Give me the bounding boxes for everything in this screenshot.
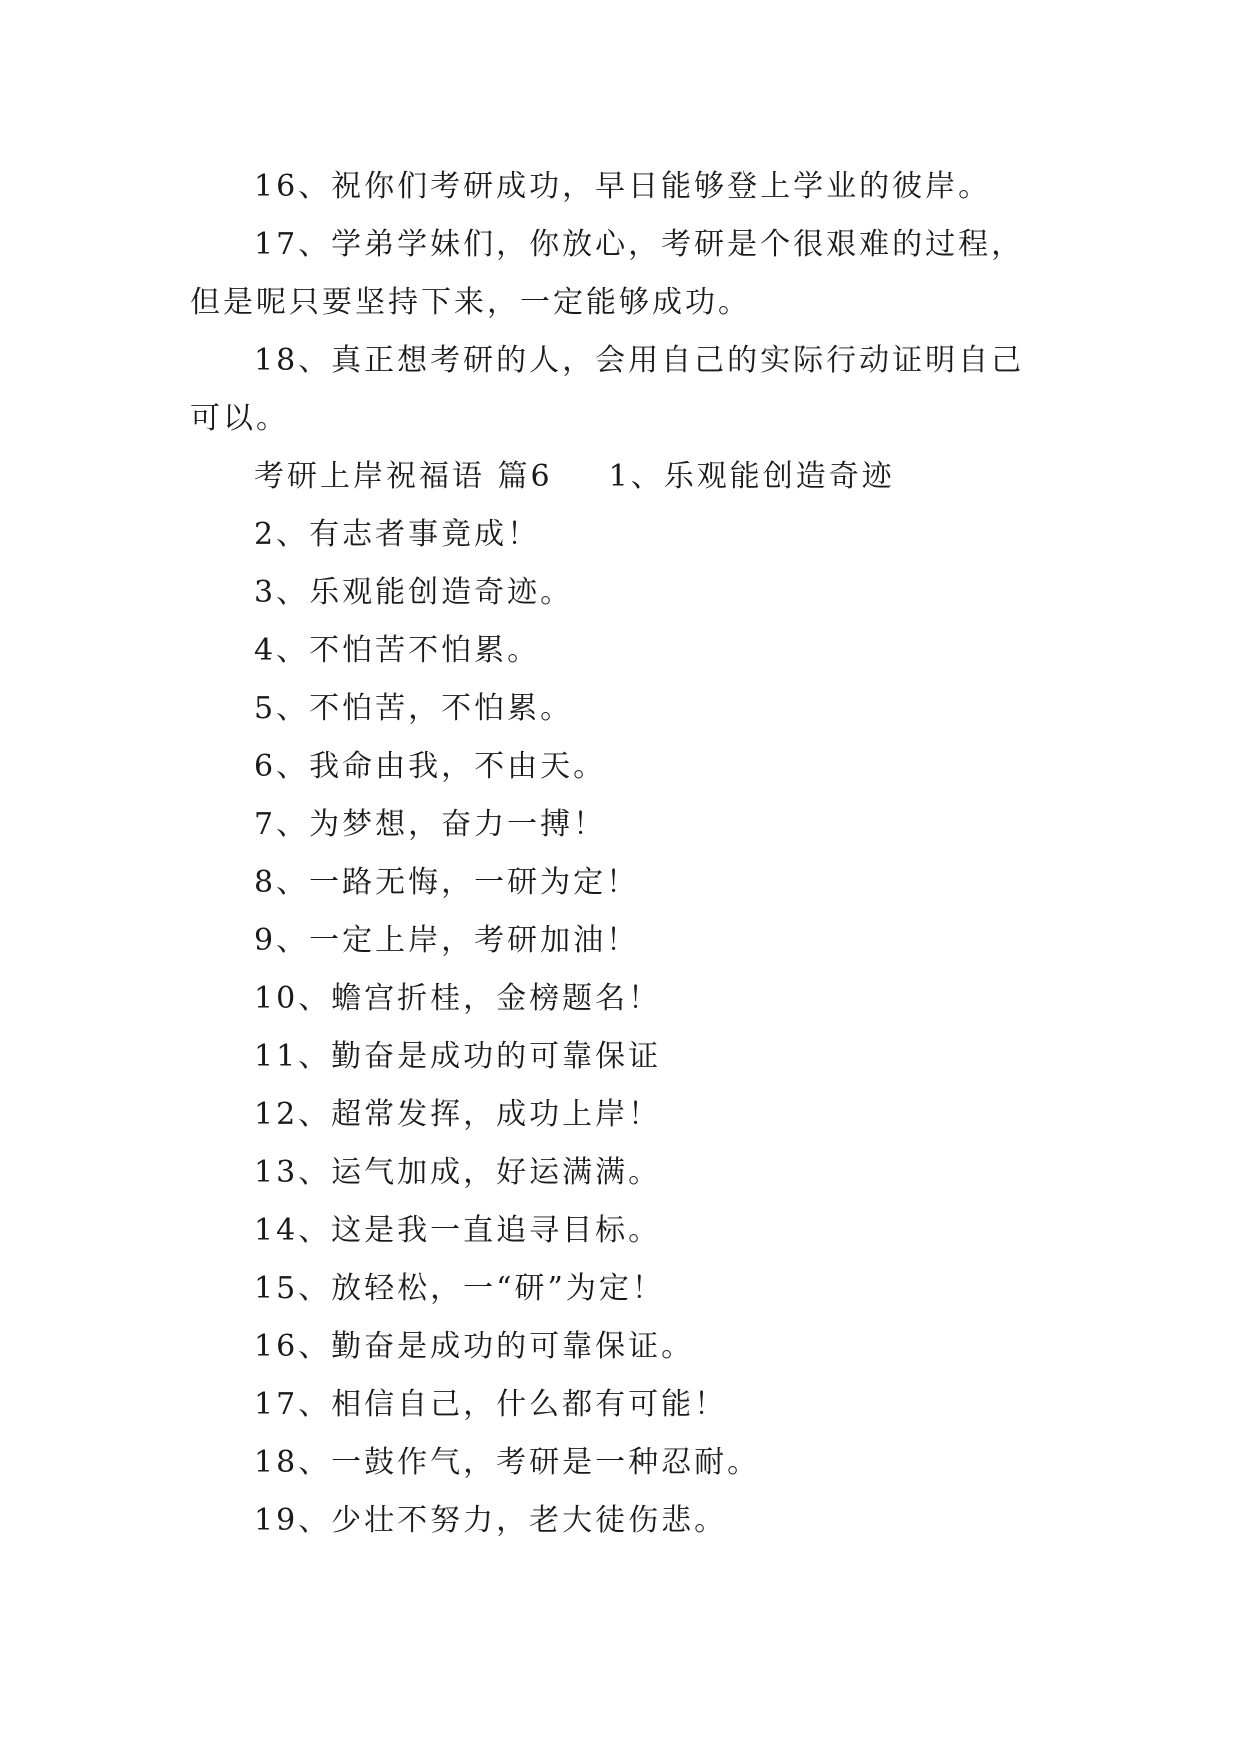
list-item: 4、不怕苦不怕累。 — [254, 633, 541, 668]
list-item: 10、蟾宫折桂，金榜题名！ — [254, 981, 662, 1016]
paragraph-16: 16、祝你们考研成功，早日能够登上学业的彼岸。 — [254, 169, 992, 204]
list-item: 13、运气加成，好运满满。 — [254, 1155, 662, 1190]
list-item: 7、为梦想，奋力一搏！ — [254, 807, 607, 842]
list-item: 11、勤奋是成功的可靠保证 — [254, 1039, 662, 1074]
list-item: 8、一路无悔，一研为定！ — [254, 865, 640, 900]
paragraph-17: 17、学弟学妹们，你放心，考研是个很艰难的过程，但是呢只要坚持下来，一定能够成功。 — [190, 227, 1025, 320]
paragraph-18: 18、真正想考研的人，会用自己的实际行动证明自己可以。 — [190, 343, 1025, 436]
list-item: 19、少壮不努力，老大徒伤悲。 — [254, 1503, 728, 1538]
list-item: 9、一定上岸，考研加油！ — [254, 923, 640, 958]
list-item: 17、相信自己，什么都有可能！ — [254, 1387, 728, 1422]
list-item: 6、我命由我，不由天。 — [254, 749, 607, 784]
list-item: 18、一鼓作气，考研是一种忍耐。 — [254, 1445, 761, 1480]
section-title: 考研上岸祝福语 篇6 — [254, 459, 553, 494]
list-item: 15、放轻松，一“研”为定！ — [254, 1271, 665, 1306]
list-item: 12、超常发挥，成功上岸！ — [254, 1097, 662, 1132]
list-item: 5、不怕苦，不怕累。 — [254, 691, 574, 726]
section-heading-line — [190, 448, 1050, 506]
section-first-item: 1、乐观能创造奇迹 — [608, 459, 895, 494]
list-item: 16、勤奋是成功的可靠保证。 — [254, 1329, 695, 1364]
list-item: 2、有志者事竟成！ — [254, 517, 541, 552]
list-item: 14、这是我一直追寻目标。 — [254, 1213, 662, 1248]
list-item: 3、乐观能创造奇迹。 — [254, 575, 574, 610]
document-body — [190, 158, 1050, 1550]
